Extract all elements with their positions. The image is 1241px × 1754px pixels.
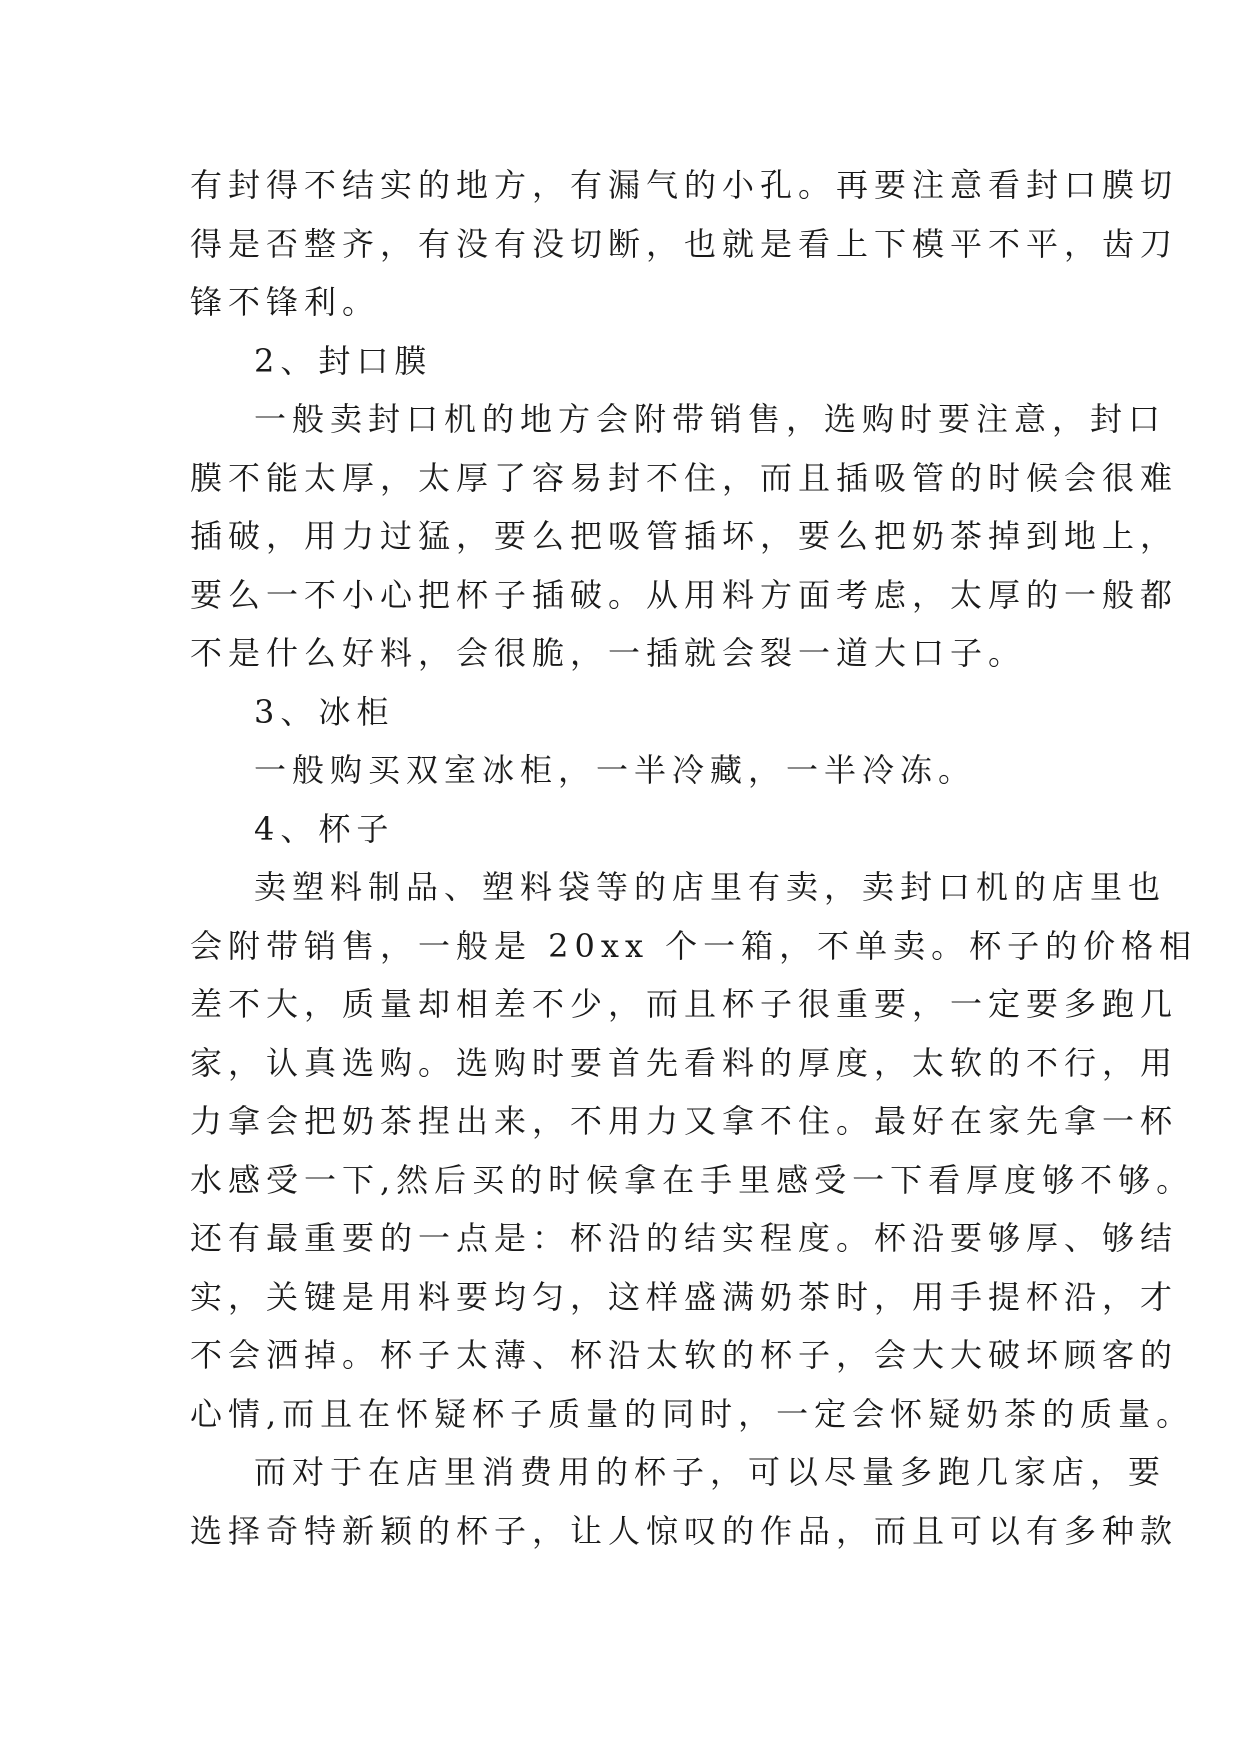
text-line: 力拿会把奶茶捏出来，不用力又拿不住。最好在家先拿一杯 — [190, 1102, 1179, 1140]
text-line: 得是否整齐，有没有没切断，也就是看上下模平不平，齿刀 — [190, 224, 1179, 263]
text-line: 膜不能太厚，太厚了容易封不住，而且插吸管的时候会很难 — [190, 458, 1179, 497]
text-line: 家，认真选购。选购时要首先看料的厚度，太软的不行，用 — [190, 1043, 1179, 1082]
body-text — [190, 156, 1198, 1560]
text-line: 选择奇特新颖的杯子，让人惊叹的作品，而且可以有多种款 — [190, 1511, 1179, 1550]
text-line: 水感受一下,然后买的时候拿在手里感受一下看厚度够不够。 — [190, 1160, 1195, 1199]
text-line: 锋不锋利。 — [190, 283, 381, 321]
text-line: 一般卖封口机的地方会附带销售，选购时要注意，封口 — [254, 400, 1167, 438]
text-line: 2、封口膜 — [254, 341, 433, 380]
text-line: 不是什么好料，会很脆，一插就会裂一道大口子。 — [190, 634, 1027, 672]
text-line: 实，关键是用料要均匀，这样盛满奶茶时，用手提杯沿，才 — [190, 1277, 1179, 1316]
text-line: 不会洒掉。杯子太薄、杯沿太软的杯子，会大大破坏顾客的 — [190, 1336, 1179, 1374]
text-line: 还有最重要的一点是：杯沿的结实程度。杯沿要够厚、够结 — [190, 1219, 1179, 1257]
text-line: 有封得不结实的地方，有漏气的小孔。再要注意看封口膜切 — [190, 166, 1179, 204]
text-line: 会附带销售，一般是 20xx 个一箱，不单卖。杯子的价格相 — [190, 926, 1198, 965]
text-line: 插破，用力过猛，要么把吸管插坏，要么把奶茶掉到地上， — [190, 517, 1179, 555]
text-line: 4、杯子 — [254, 809, 395, 848]
text-line: 心情,而且在怀疑杯子质量的同时，一定会怀疑奶茶的质量。 — [190, 1394, 1195, 1433]
text-line: 差不大，质量却相差不少，而且杯子很重要，一定要多跑几 — [190, 985, 1179, 1023]
text-line: 一般购买双室冰柜，一半冷藏，一半冷冻。 — [254, 751, 977, 789]
text-line: 3、冰柜 — [254, 692, 395, 731]
text-line: 要么一不小心把杯子插破。从用料方面考虑，太厚的一般都 — [190, 575, 1179, 614]
text-line: 而对于在店里消费用的杯子，可以尽量多跑几家店，要 — [254, 1453, 1167, 1491]
text-line: 卖塑料制品、塑料袋等的店里有卖，卖封口机的店里也 — [254, 868, 1167, 906]
